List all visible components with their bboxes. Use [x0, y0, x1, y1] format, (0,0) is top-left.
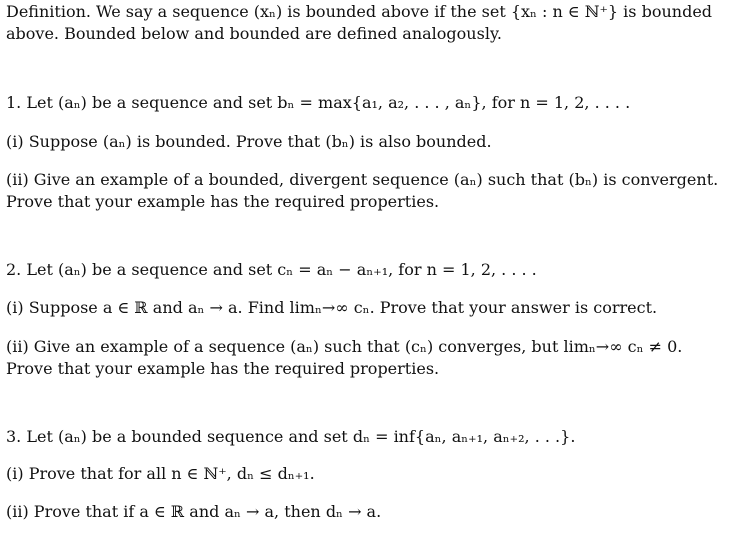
- problem-2-part-ii-line-1: (ii) Give an example of a sequence (aₙ) such that (cₙ) converges, but limₙ→∞ cₙ ≠ 0.: [6, 337, 683, 356]
- problem-2-part-i: (i) Suppose a ∈ ℝ and aₙ → a. Find limₙ→∞ cₙ. Prove that your answer is correct.: [6, 298, 658, 317]
- problem-2-statement: 2. Let (aₙ) be a sequence and set cₙ = aₙ − aₙ₊₁, for n = 1, 2, . . . .: [6, 260, 537, 279]
- problem-1-statement: 1. Let (aₙ) be a sequence and set bₙ = max{a₁, a₂, . . . , aₙ}, for n = 1, 2, . . . .: [6, 93, 631, 112]
- definition-line-1: Definition. We say a sequence (xₙ) is bounded above if the set {xₙ : n ∈ ℕ⁺} is bounded: [6, 2, 713, 21]
- definition-line-2: above. Bounded below and bounded are defined analogously.: [6, 24, 502, 43]
- problem-1-part-i: (i) Suppose (aₙ) is bounded. Prove that (bₙ) is also bounded.: [6, 132, 492, 151]
- problem-1-part-ii-line-1: (ii) Give an example of a bounded, divergent sequence (aₙ) such that (bₙ) is convergent.: [6, 170, 719, 189]
- problem-3-statement: 3. Let (aₙ) be a bounded sequence and set dₙ = inf{aₙ, aₙ₊₁, aₙ₊₂, . . .}.: [6, 427, 576, 446]
- problem-2-part-ii-line-2: Prove that your example has the required properties.: [6, 359, 440, 378]
- problem-3-part-ii: (ii) Prove that if a ∈ ℝ and aₙ → a, then dₙ → a.: [6, 502, 382, 521]
- problem-1-part-ii-line-2: Prove that your example has the required properties.: [6, 192, 440, 211]
- problem-3-part-i: (i) Prove that for all n ∈ ℕ⁺, dₙ ≤ dₙ₊₁.: [6, 464, 315, 483]
